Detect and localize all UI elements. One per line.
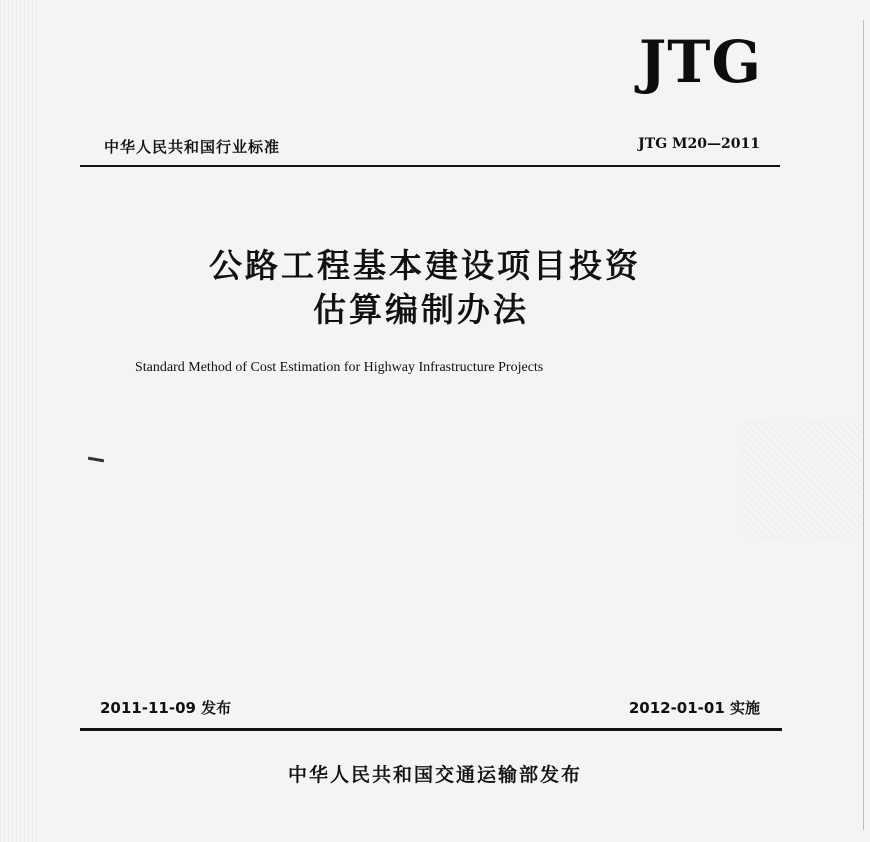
title-line-1: 公路工程基本建设项目投资	[209, 246, 641, 285]
header-rule	[80, 165, 780, 167]
page-edge	[863, 20, 864, 830]
footer-rule	[80, 728, 782, 731]
publisher: 中华人民共和国交通运输部发布	[287, 764, 582, 786]
title-line-2: 估算编制办法	[313, 290, 529, 329]
standard-code: JTG M20—2011	[638, 136, 760, 152]
english-title: Standard Method of Cost Estimation for Highway Infrastructure Projects	[135, 360, 544, 375]
scan-noise-left	[0, 0, 40, 842]
scan-mark	[88, 457, 104, 463]
issue-date: 2011-11-09 发布	[100, 699, 232, 717]
scan-noise-right	[742, 420, 862, 540]
implementation-date: 2012-01-01 实施	[628, 699, 760, 717]
standard-category: 中华人民共和国行业标准	[104, 138, 281, 156]
jtg-logo: JTG	[638, 28, 762, 96]
